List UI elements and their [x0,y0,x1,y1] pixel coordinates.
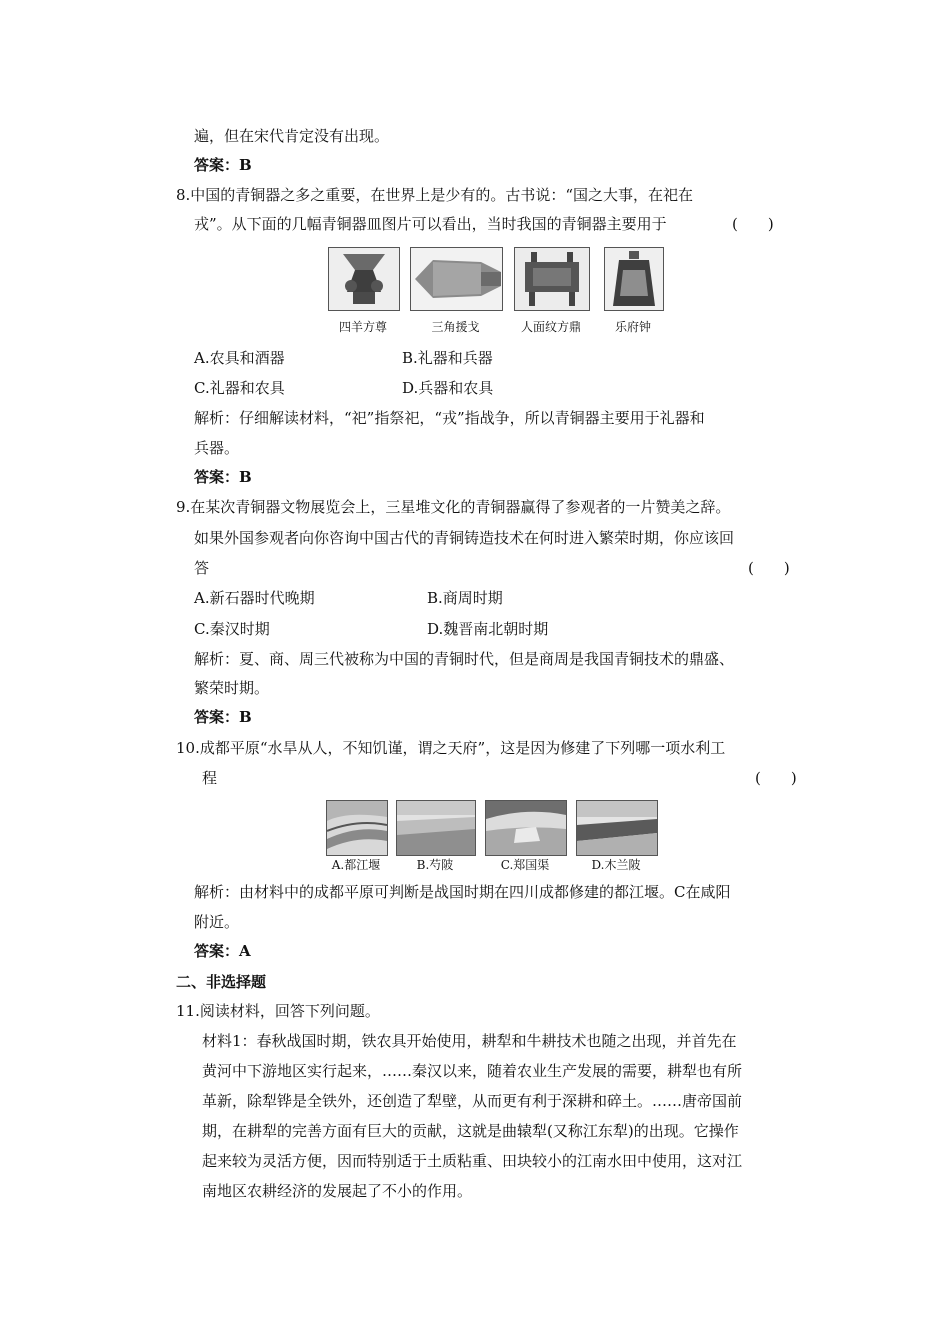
water-caption: D.木兰陂 [591,858,641,872]
section-heading: 二、非选择题 [176,973,267,991]
quebei-photo [396,800,476,856]
option-d: D.兵器和农具 [402,379,494,397]
material-1-line4: 期，在耕犁的完善方面有巨大的贡献，这就是曲辕犁(又称江东犁)的出现。它操作 [202,1122,739,1140]
water-caption: B.芍陂 [416,858,454,872]
answer-10: 答案：A [194,942,251,960]
material-1-line2: 黄河中下游地区实行起来，……秦汉以来，随着农业生产发展的需要，耕犁也有所 [202,1062,743,1080]
explanation-9-line2: 繁荣时期。 [194,679,270,697]
option-d: D.魏晋南北朝时期 [427,620,549,638]
explanation-10-line2: 附近。 [194,913,240,931]
water-caption: A.都江堰 [331,858,381,872]
material-1-line1: 材料1：春秋战国时期，铁农具开始使用，耕犁和牛耕技术也随之出现，并首先在 [202,1032,737,1050]
question-10-line1: 10.成都平原“水旱从人，不知饥谨，谓之天府”，这是因为修建了下列哪一项水利工 [176,739,726,757]
bronze-caption: 四羊方尊 [338,320,387,334]
text-line: 遍，但在宋代肯定没有出现。 [194,127,390,145]
explanation-8-line1: 解析：仔细解读材料，“祀”指祭祀，“戎”指战争，所以青铜器主要用于礼器和 [194,409,705,427]
material-1-line5: 起来较为灵活方便，因而特别适于土质粘重、田块较小的江南水田中使用，这对江 [202,1152,743,1170]
water-caption: C.郑国渠 [500,858,550,872]
explanation-8-line2: 兵器。 [194,439,240,457]
dujiangyan-photo [326,800,388,856]
explanation-10-line1: 解析：由材料中的成都平原可判断是战国时期在四川成都修建的都江堰。C在咸阳 [194,883,731,901]
mulanbei-photo [576,800,658,856]
option-c: C.秦汉时期 [194,620,270,638]
bronze-caption: 三角援戈 [431,320,480,334]
option-a: A.新石器时代晚期 [194,589,315,607]
option-a: A.农具和酒器 [194,349,285,367]
answer-blank: ( ) [748,559,790,577]
bronze-ge-image [410,247,503,311]
option-b: B.礼器和兵器 [402,349,493,367]
question-9-line3: 答 [194,559,210,577]
question-10-line2: 程 [202,769,218,787]
question-9-line2: 如果外国参观者向你咨询中国古代的青铜铸造技术在何时进入繁荣时期，你应该回 [194,529,735,547]
answer-8: 答案：B [194,468,252,486]
option-b: B.商周时期 [427,589,503,607]
answer-blank: ( ) [755,769,797,787]
explanation-9-line1: 解析：夏、商、周三代被称为中国的青铜时代，但是商周是我国青铜技术的鼎盛、 [194,650,735,668]
question-11: 11.阅读材料，回答下列问题。 [176,1002,380,1020]
bronze-ding-image [514,247,590,311]
answer-7: 答案：B [194,156,252,174]
option-c: C.礼器和农具 [194,379,285,397]
bronze-caption: 乐府钟 [614,320,651,334]
bronze-caption: 人面纹方鼎 [520,320,581,334]
answer-9: 答案：B [194,708,252,726]
bronze-zun-image [328,247,400,311]
question-8-line2: 戎”。从下面的几幅青铜器皿图片可以看出，当时我国的青铜器主要用于 [194,215,667,233]
material-1-line3: 革新，除犁铧是全铁外，还创造了犁壁，从而更有利于深耕和碎土。……唐帝国前 [202,1092,743,1110]
material-1-line6: 南地区农耕经济的发展起了不小的作用。 [202,1182,473,1200]
question-9-line1: 9.在某次青铜器文物展览会上，三星堆文化的青铜器赢得了参观者的一片赞美之辞。 [176,498,731,516]
question-8-line1: 8.中国的青铜器之多之重要，在世界上是少有的。古书说：“国之大事，在祀在 [176,186,693,204]
answer-blank: ( ) [732,215,774,233]
bronze-bell-image [604,247,664,311]
zhengguoqu-photo [485,800,567,856]
